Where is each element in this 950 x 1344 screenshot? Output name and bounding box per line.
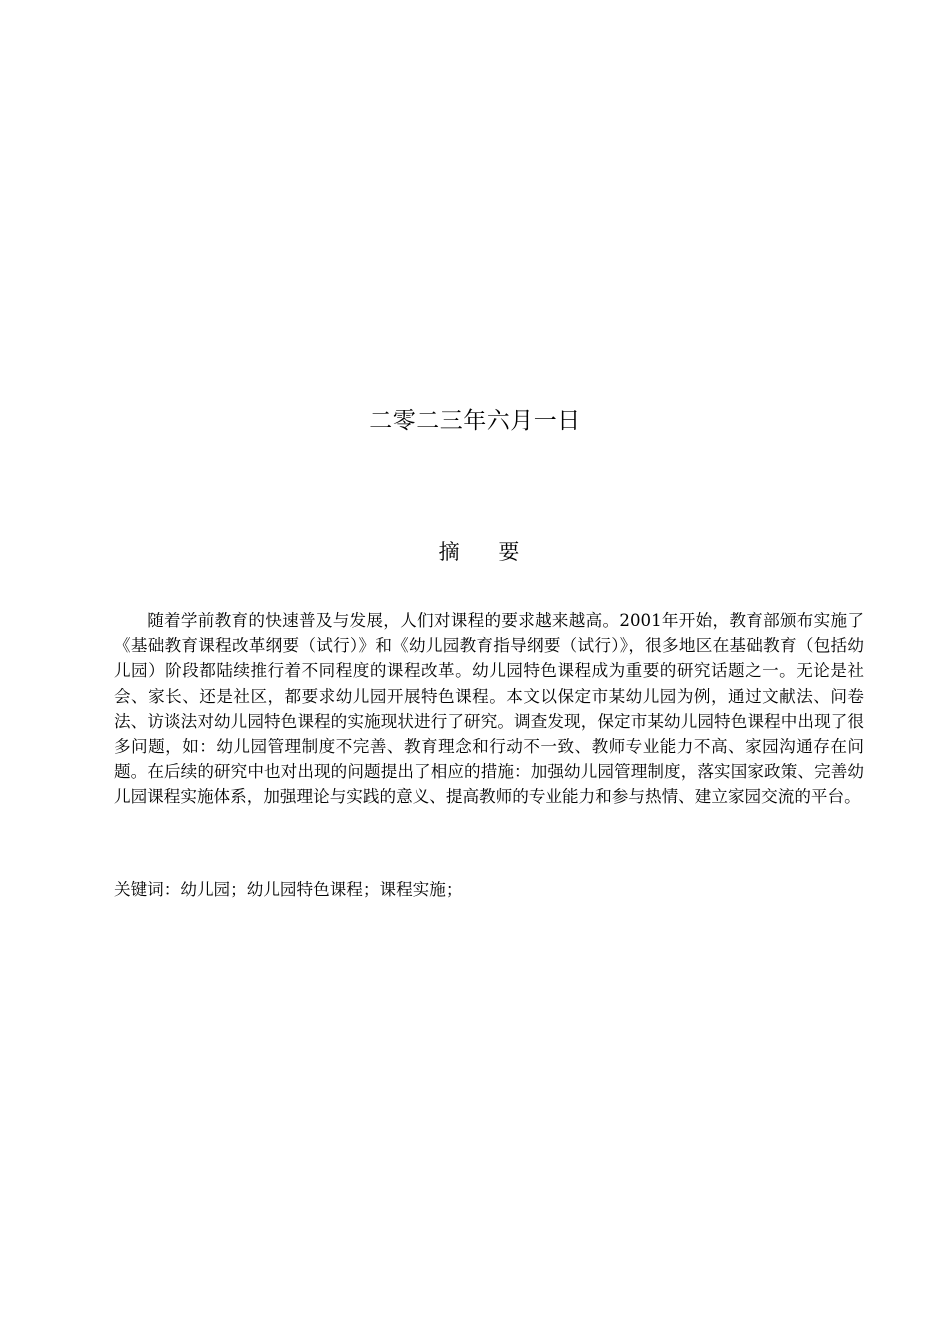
keywords-label: 关键词： [114, 880, 181, 899]
keywords-text: 幼儿园；幼儿园特色课程；课程实施； [180, 880, 463, 899]
date-line: 二零二三年六月一日 [369, 408, 581, 434]
keywords-line [114, 877, 864, 902]
abstract-body: 随着学前教育的快速普及与发展，人们对课程的要求越来越高。2001年开始，教育部颁布实施了《基础教育课程改革纲要（试行）》和《幼儿园教育指导纲要（试行）》，很多地区在基础教育（包括幼儿园）阶段都陆续推行着不同程度的课程改革。幼儿园特色课程成为重要的研究话题之一。无论是社会、家长、还是社区，都要求幼儿园开展特色课程。本文以保定市某幼儿园为例，通过文献法、问卷法、访谈法对幼儿园特色课程的实施现状进行了研究。调查发现，保定市某幼儿园特色课程中出现了很多问题，如：幼儿园管理制度不完善、教育理念和行动不一致、教师专业能力不高、家园沟通存在问题。在后续的研究中也对出现的问题提出了相应的措施：加强幼儿园管理制度，落实国家政策、完善幼儿园课程实施体系，加强理论与实践的意义、提高教师的专业能力和参与热情、建立家园交流的平台。 [114, 611, 864, 807]
abstract-title: 摘 要 [438, 540, 536, 564]
